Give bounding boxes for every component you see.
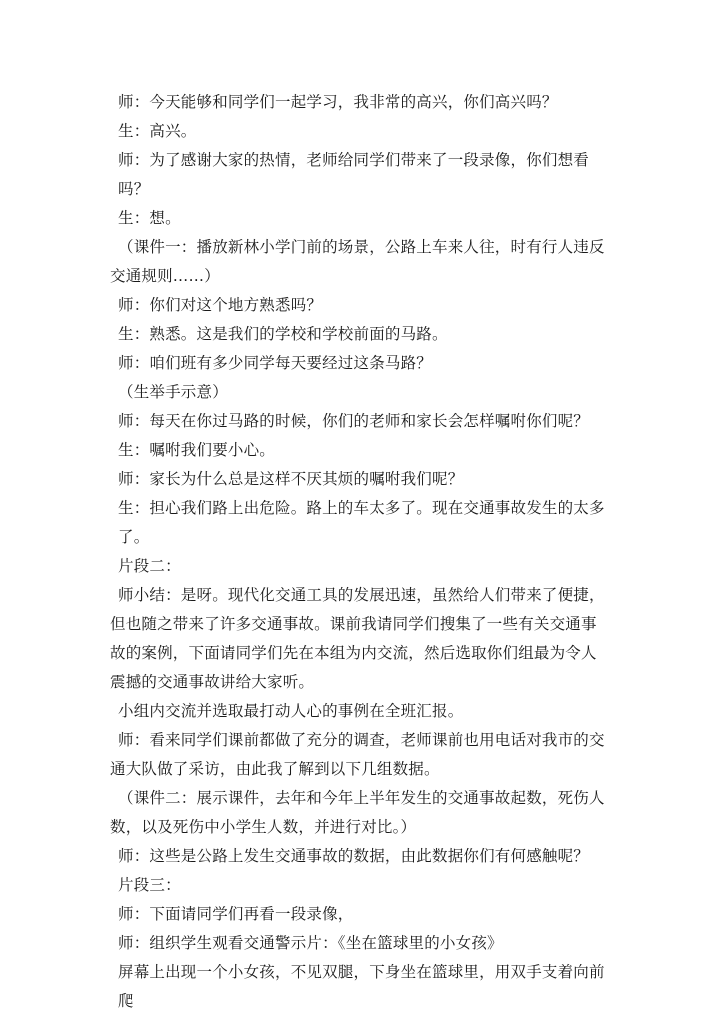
- paragraph: 师小结：是呀。现代化交通工具的发展迅速，虽然给人们带来了便捷，但也随之带来了许多交通事故。课前我请同学们搜集了一些有关交通事故的案例，下面请同学们先在本组为内交流，然后选取你们组最为令人震撼的交通事故讲给大家听。: [110, 586, 605, 691]
- paragraph: 师：组织学生观看交通警示片：《坐在篮球里的小女孩》: [118, 934, 503, 952]
- section-heading: 片段二：: [118, 557, 181, 575]
- paragraph: 师：今天能够和同学们一起学习，我非常的高兴，你们高兴吗？: [118, 93, 558, 111]
- section-heading: 片段三：: [118, 876, 181, 894]
- paragraph: 生：想。: [118, 209, 181, 227]
- paragraph: 师：看来同学们课前都做了充分的调查，老师课前也用电话对我市的交通大队做了采访，由此我了解到以下几组数据。: [110, 731, 605, 778]
- paragraph: 师：咱们班有多少同学每天要经过这条马路？: [118, 354, 433, 372]
- paragraph: （生举手示意）: [118, 383, 228, 401]
- paragraph: 生：嘱咐我们要小心。: [118, 441, 276, 459]
- paragraph: 生：熟悉。这是我们的学校和学校前面的马路。: [118, 325, 448, 343]
- paragraph: 生：担心我们路上出危险。路上的车太多了。现在交通事故发生的太多了。: [118, 499, 605, 546]
- paragraph: 师：为了感谢大家的热情，老师给同学们带来了一段录像，你们想看吗？: [118, 151, 590, 198]
- paragraph: 小组内交流并选取最打动人心的事例在全班汇报。: [118, 702, 464, 720]
- paragraph: 师：下面请同学们再看一段录像，: [118, 905, 354, 923]
- paragraph: 师：家长为什么总是这样不厌其烦的嘱咐我们呢？: [118, 470, 464, 488]
- paragraph: 师：你们对这个地方熟悉吗？: [118, 296, 323, 314]
- paragraph: 生：高兴。: [118, 122, 197, 140]
- paragraph: 屏幕上出现一个小女孩，不见双腿，下身坐在篮球里，用双手支着向前爬: [118, 963, 605, 1010]
- document-body: [110, 88, 608, 1016]
- paragraph: （课件二：展示课件，去年和今年上半年发生的交通事故起数，死伤人数，以及死伤中小学生人数，并进行对比。）: [110, 789, 605, 836]
- paragraph: 师：这些是公路上发生交通事故的数据，由此数据你们有何感触呢？: [118, 847, 590, 865]
- paragraph: （课件一：播放新林小学门前的场景，公路上车来人往，时有行人违反交通规则……）: [110, 238, 605, 285]
- paragraph: 师：每天在你过马路的时候，你们的老师和家长会怎样嘱咐你们呢？: [118, 412, 590, 430]
